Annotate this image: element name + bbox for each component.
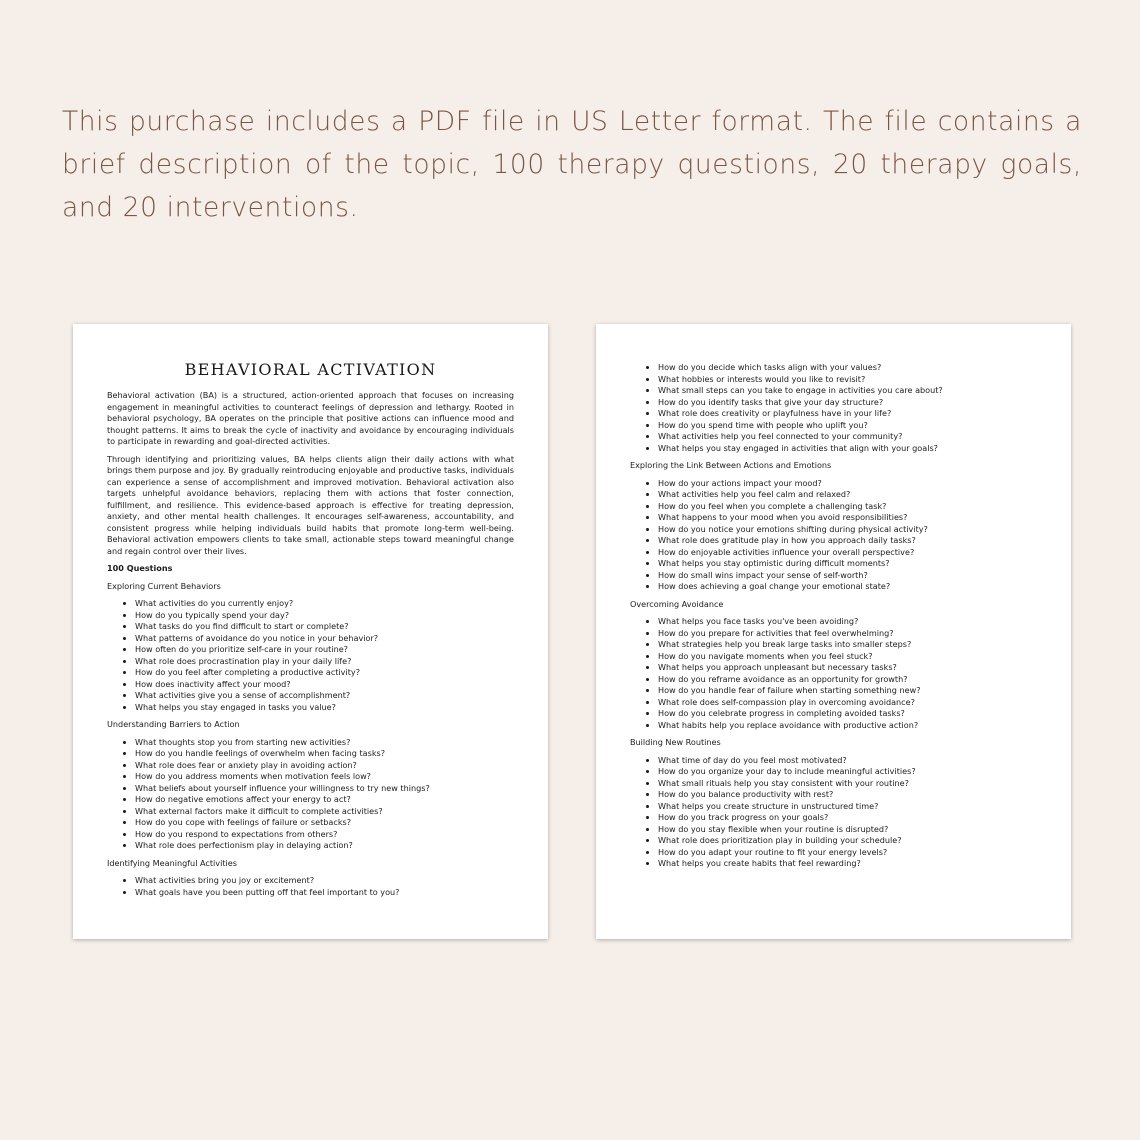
question-item: • How do you track progress on your goals?	[658, 812, 1037, 824]
section-heading: Overcoming Avoidance	[630, 598, 724, 609]
question-item: • What role does fear or anxiety play in avoiding action?	[135, 760, 514, 772]
left-question-sections	[107, 581, 514, 899]
question-item: • What helps you stay optimistic during difficult moments?	[658, 558, 1037, 570]
right-question-sections	[630, 460, 1037, 870]
section-heading: Understanding Barriers to Action	[107, 719, 240, 729]
question-item: • How does inactivity affect your mood?	[135, 679, 514, 691]
section-heading: Exploring the Link Between Actions and Emotions	[630, 460, 832, 470]
question-item: • What helps you face tasks you've been avoiding?	[658, 616, 1037, 628]
question-item: • How do you reframe avoidance as an opportunity for growth?	[658, 674, 1037, 686]
question-item: • How do you stay flexible when your routine is disrupted?	[658, 824, 1037, 836]
intro-paragraph: Through identifying and prioritizing values, BA helps clients align their daily actions with what brings them purpose and joy. By gradually reintroducing enjoyable and productive tasks, individuals can experience a sense of accomplishment and improved motivation. Behavioral activation also targets unhelpful avoidance behaviors, replacing them with actions that foster connection, fulfillment, and resilience. This evidence-based approach is effective for treating depression, anxiety, and other mental health challenges. It encourages self-awareness, accountability, and consistent progress while helping individuals build habits that promote long-term well-being. Behavioral activation empowers clients to take small, actionable steps toward meaningful change and regain control over their lives.	[107, 453, 514, 556]
question-list	[630, 616, 1037, 731]
question-item: • How do you handle fear of failure when starting something new?	[658, 685, 1037, 697]
question-item: • How do you identify tasks that give your day structure?	[658, 397, 1037, 409]
question-item: • What role does self-compassion play in overcoming avoidance?	[658, 697, 1037, 709]
question-item: • How do enjoyable activities influence your overall perspective?	[658, 547, 1037, 559]
section-heading: Building New Routines	[630, 737, 721, 747]
continued-question-list	[630, 362, 1037, 454]
question-item: • What activities help you feel connected to your community?	[658, 431, 1037, 443]
question-item: • How do you feel when you complete a challenging task?	[658, 501, 1037, 513]
question-item: • How do you adapt your routine to fit your energy levels?	[658, 847, 1037, 859]
document-page-left	[73, 324, 548, 939]
question-item: • How do you cope with feelings of failure or setbacks?	[135, 817, 514, 829]
question-item: • What helps you create habits that feel rewarding?	[658, 858, 1037, 870]
question-item: • What role does prioritization play in building your schedule?	[658, 835, 1037, 847]
question-item: • How do you respond to expectations from others?	[135, 829, 514, 841]
headline: This purchase includes a PDF file in US Letter format. The file contains a brief description of the topic, 100 therapy questions, 20 therapy goals, and 20 interventions.	[62, 106, 1082, 223]
question-item: • What activities help you feel calm and relaxed?	[658, 489, 1037, 501]
question-list	[630, 478, 1037, 593]
question-item: • How do you balance productivity with rest?	[658, 789, 1037, 801]
question-item: • How do you prepare for activities that feel overwhelming?	[658, 628, 1037, 640]
question-item: • How do you feel after completing a productive activity?	[135, 667, 514, 679]
question-item: • How do you navigate moments when you feel stuck?	[658, 651, 1037, 663]
question-item: • What beliefs about yourself influence your willingness to try new things?	[135, 783, 514, 795]
question-item: • How do you address moments when motivation feels low?	[135, 771, 514, 783]
question-item: • How do negative emotions affect your energy to act?	[135, 794, 514, 806]
question-item: • How do you organize your day to include meaningful activities?	[658, 766, 1037, 778]
question-item: • What role does procrastination play in your daily life?	[135, 656, 514, 668]
question-item: • How do your actions impact your mood?	[658, 478, 1037, 490]
question-item: • How do you celebrate progress in completing avoided tasks?	[658, 708, 1037, 720]
question-item: • What role does gratitude play in how you approach daily tasks?	[658, 535, 1037, 547]
question-list	[107, 598, 514, 713]
question-item: • How do you typically spend your day?	[135, 610, 514, 622]
question-item: • What strategies help you break large tasks into smaller steps?	[658, 639, 1037, 651]
question-item: • What helps you stay engaged in tasks you value?	[135, 702, 514, 714]
section-heading: Identifying Meaningful Activities	[107, 857, 237, 868]
question-list	[107, 875, 514, 898]
question-item: • What happens to your mood when you avoid responsibilities?	[658, 512, 1037, 524]
question-item: • How do you notice your emotions shifting during physical activity?	[658, 524, 1037, 536]
question-item: • How often do you prioritize self-care in your routine?	[135, 644, 514, 656]
question-item: • How does achieving a goal change your emotional state?	[658, 581, 1037, 593]
question-item: • What helps you create structure in unstructured time?	[658, 801, 1037, 813]
question-item: • What thoughts stop you from starting new activities?	[135, 737, 514, 749]
question-item: • What time of day do you feel most motivated?	[658, 755, 1037, 767]
question-item: • What activities give you a sense of accomplishment?	[135, 690, 514, 702]
question-item: • What tasks do you find difficult to start or complete?	[135, 621, 514, 633]
question-list	[630, 755, 1037, 870]
question-item: • How do small wins impact your sense of self-worth?	[658, 570, 1037, 582]
question-item: • What helps you stay engaged in activities that align with your goals?	[658, 443, 1037, 455]
question-item: • What small rituals help you stay consistent with your routine?	[658, 778, 1037, 790]
question-item: • How do you decide which tasks align with your values?	[658, 362, 1037, 374]
question-item: • What external factors make it difficult to complete activities?	[135, 806, 514, 818]
question-item: • What role does perfectionism play in delaying action?	[135, 840, 514, 852]
question-item: • What activities do you currently enjoy?	[135, 598, 514, 610]
question-item: • What helps you approach unpleasant but necessary tasks?	[658, 662, 1037, 674]
document-title: BEHAVIORAL ACTIVATION	[184, 360, 437, 379]
intro-paragraph: Behavioral activation (BA) is a structured, action-oriented approach that focuses on increasing engagement in meaningful activities to counteract feelings of depression and lethargy. Rooted in behavioral psychology, BA operates on the principle that positive actions can influence mood and thought patterns. It aims to break the cycle of inactivity and avoidance by encouraging individuals to participate in rewarding and goal-directed activities.	[107, 390, 514, 446]
question-item: • What habits help you replace avoidance with productive action?	[658, 720, 1037, 732]
question-item: • How do you spend time with people who uplift you?	[658, 420, 1037, 432]
question-item: • What role does creativity or playfulness have in your life?	[658, 408, 1037, 420]
question-item: • What activities bring you joy or excitement?	[135, 875, 514, 887]
section-heading: Exploring Current Behaviors	[107, 580, 221, 591]
question-item: • What goals have you been putting off that feel important to you?	[135, 887, 514, 899]
questions-heading: 100 Questions	[107, 563, 173, 573]
question-item: • What hobbies or interests would you like to revisit?	[658, 374, 1037, 386]
question-list	[107, 737, 514, 852]
question-item: • What small steps can you take to engage in activities you care about?	[658, 385, 1037, 397]
question-item: • How do you handle feelings of overwhelm when facing tasks?	[135, 748, 514, 760]
question-item: • What patterns of avoidance do you notice in your behavior?	[135, 633, 514, 645]
document-page-right	[596, 324, 1071, 939]
